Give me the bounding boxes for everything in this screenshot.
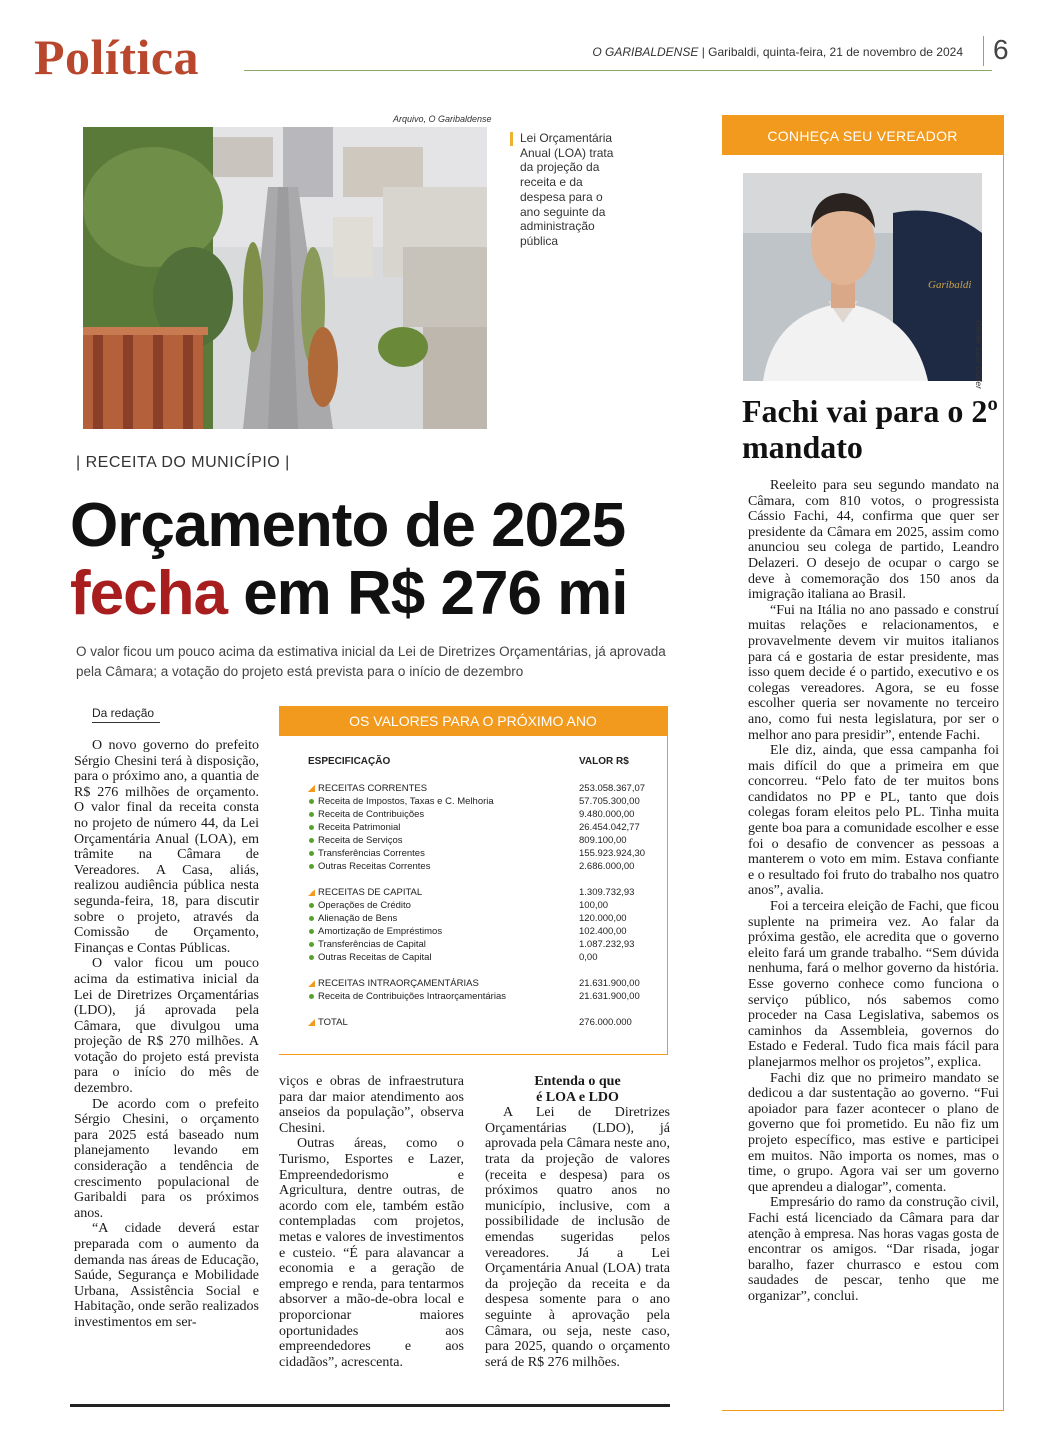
paragraph: Fachi diz que no primeiro mandato se dedicou a dar sustentação ao governo. “Fui apoiador para fazer acontecer o plano de governo que foi prometido. Eu não fiz um projeto específico, mas estive e participei em muitos. Não importa os nomes, mas o time, o grupo. Agora vai ser um governo que aprendeu a dialogar”, comenta.	[748, 1070, 999, 1195]
table-row	[308, 795, 658, 808]
caption-marker	[510, 132, 513, 146]
table-row	[308, 925, 658, 938]
row-label: RECEITAS INTRAORÇAMENTÁRIAS	[318, 978, 479, 989]
row-label: Receita de Contribuições	[318, 809, 425, 820]
article-column-3	[485, 1074, 670, 1370]
table-row	[308, 977, 658, 990]
article-column-1	[74, 738, 259, 1331]
row-value: 100,00	[579, 900, 609, 911]
row-value: 57.705.300,00	[579, 796, 640, 807]
table-column-spec: ESPECIFICAÇÃO	[308, 756, 391, 767]
paragraph: O novo governo do prefeito Sérgio Chesini terá à disposição, para o próximo ano, a quantia de R$ 276 milhões de orçamento. O valor final da receita consta no projeto de número 44, da Lei Orçamentária Anual (LOA), em trâmite na Câmara de Vereadores. A Casa, aliás, realizou audiência pública nesta segunda-feira, 18, para discutir sobre o projeto, através da Comissão de Orçamento, Finanças e Contas Públicas.	[74, 738, 259, 956]
byline: Da redação	[92, 706, 155, 720]
header-separator: |	[701, 45, 705, 59]
row-value: 809.100,00	[579, 835, 627, 846]
table-row	[308, 860, 658, 873]
city-street-photo	[83, 127, 487, 429]
row-value: 1.309.732,93	[579, 887, 635, 898]
chair-logo-text: Garibaldi	[928, 279, 972, 291]
sidebar-header: CONHEÇA SEU VEREADOR	[722, 115, 1003, 155]
triangle-marker-icon	[308, 785, 315, 792]
row-label: Transferências Correntes	[318, 848, 425, 859]
triangle-marker-icon	[308, 889, 315, 896]
row-label: RECEITAS DE CAPITAL	[318, 887, 423, 898]
headline-rest: em R$ 276 mi	[226, 559, 628, 628]
header-rule	[244, 70, 992, 71]
sidebar-title: Fachi vai para o 2º mandato	[742, 393, 998, 465]
bullet-dot-icon	[309, 838, 314, 843]
row-value: 2.686.000,00	[579, 861, 635, 872]
bullet-dot-icon	[309, 955, 314, 960]
page-number: 6	[993, 34, 1009, 65]
row-label: Receita de Impostos, Taxas e C. Melhoria	[318, 796, 494, 807]
row-value: 102.400,00	[579, 926, 627, 937]
row-value: 120.000,00	[579, 913, 627, 924]
row-label: Amortização de Empréstimos	[318, 926, 443, 937]
header-meta	[592, 45, 963, 59]
row-value: 1.087.232,93	[579, 939, 635, 950]
paragraph: Foi a terceira eleição de Fachi, que ficou suplente na primeira vez. Ao falar da próxima gestão, ele acredita que o governo eleito fará um grande trabalho. “Sem dúvida nenhuma, fará o melhor governo da história. Esse governo conhece como funciona o serviço público, nós sabemos como proceder na Casa Legislativa, sabemos os caminhos da Assembleia, governos do Estado e Federal. Tudo fica mais fácil para planejarmos melhor os projetos”, explica.	[748, 899, 999, 1070]
standfirst: O valor ficou um pouco acima da estimativa inicial da Lei de Diretrizes Orçamentárias, já aprovada pela Câmara; a votação do projeto está prevista para o início de dezembro	[76, 644, 666, 679]
table-row	[308, 821, 658, 834]
paragraph: “Fui na Itália no ano passado e construí muitas relações e relacionamentos, e provavelmente devem vir muitos italianos para cá e gostaria de estar presidente, mas isso quem decide é o partido, executivo e os colegas vereadores. Agora, se eu fosse escolher queria ser novamente no terceiro ano, como fui nesta legislatura, por ser o melhor ano para presidir”, entende Fachi.	[748, 602, 999, 743]
table-row	[308, 808, 658, 821]
table-row	[308, 899, 658, 912]
paragraph: viços e obras de infraestrutura para dar maior atendimento aos anseios da população”, observa Chesini.	[279, 1074, 464, 1136]
row-value: 253.058.367,07	[579, 783, 646, 794]
councilor-portrait	[743, 173, 982, 381]
headline-accent: fecha	[70, 559, 227, 628]
sidebar-text	[748, 478, 999, 1304]
bullet-dot-icon	[309, 825, 314, 830]
headline	[70, 492, 690, 628]
headline-line1: Orçamento de 2025	[70, 491, 626, 560]
row-value: 276.000.000	[579, 1017, 632, 1028]
triangle-marker-icon	[308, 1019, 315, 1026]
table-row	[308, 938, 658, 951]
table-title: OS VALORES PARA O PRÓXIMO ANO	[279, 706, 667, 736]
sidebar-box	[722, 115, 1004, 1411]
budget-table	[279, 706, 668, 1055]
row-label: Transferências de Capital	[318, 939, 426, 950]
row-value: 26.454.042,77	[579, 822, 640, 833]
paragraph: Reeleito para seu segundo mandato na Câmara, com 810 votos, o progressista Cássio Fachi, 44, confirma que quer ser presidente da Câmara em 2025, assim como anunciou seu colega de partido, Leandro Delazeri. O desejo de ocupar o cargo se deve à comemoração dos 150 anos da imigração italiana ao Brasil.	[748, 478, 999, 603]
paragraph: O valor ficou um pouco acima da estimativa inicial da Lei de Diretrizes Orçamentárias (LDO), já aprovada pela Câmara, que divulgou uma projeção de R$ 270 milhões. A votação do projeto está prevista para o início do mês de dezembro.	[74, 956, 259, 1097]
bottom-rule	[70, 1404, 670, 1407]
table-row	[308, 951, 658, 964]
bullet-dot-icon	[309, 929, 314, 934]
page-number-separator	[983, 36, 984, 66]
paragraph: “A cidade deverá estar preparada com o aumento da demanda nas áreas de Educação, Saúde, Segurança e Mobilidade Urbana, Assistência Social e Habitação, onde serão realizados investimentos em ser-	[74, 1221, 259, 1330]
publication-name: O GARIBALDENSE	[592, 45, 699, 59]
bullet-dot-icon	[309, 916, 314, 921]
row-label: Operações de Crédito	[318, 900, 411, 911]
row-label: Receita de Contribuições Intraorçamentárias	[318, 991, 506, 1002]
bullet-dot-icon	[309, 812, 314, 817]
subhead: Entenda o que é LOA e LDO	[534, 1074, 621, 1105]
bullet-dot-icon	[309, 799, 314, 804]
bullet-dot-icon	[309, 903, 314, 908]
row-label: Alienação de Bens	[318, 913, 398, 924]
dateline: Garibaldi, quinta-feira, 21 de novembro de 2024	[708, 45, 963, 59]
row-label: Receita Patrimonial	[318, 822, 401, 833]
row-label: RECEITAS CORRENTES	[318, 783, 428, 794]
bullet-dot-icon	[309, 864, 314, 869]
row-label: Receita de Serviços	[318, 835, 403, 846]
bullet-dot-icon	[309, 994, 314, 999]
table-row	[308, 847, 658, 860]
paragraph: A Lei de Diretrizes Orçamentárias (LDO), já aprovada pela Câmara neste ano, trata da projeção de valores (receita e despesa) para os próximos quatro anos no município, inclusive, com a possibilidade de inclusão de emendas sugeridas pelos vereadores. Já a Lei Orçamentária Anual (LOA) trata da projeção da receita e da despesa somente para o ano seguinte à aprovação pela Câmara, ou seja, neste caso, para 2025, quando o orçamento será de R$ 276 milhões.	[485, 1105, 670, 1370]
table-row	[308, 886, 658, 899]
row-value: 21.631.900,00	[579, 991, 640, 1002]
kicker: | RECEITA DO MUNICÍPIO |	[76, 454, 290, 471]
paragraph: Outras áreas, como o Turismo, Esportes e Lazer, Empreendedorismo e Agricultura, dentre outras, de acordo com ele, também estão contempladas com projetos, metas e valores de investimentos e custeio. “É para alavancar a economia e a geração de emprego e renda, para tentarmos absorver a mão-de-obra local e proporcionar maiores oportunidades aos empreendedores e aos cidadãos”, acrescenta.	[279, 1136, 464, 1370]
bullet-dot-icon	[309, 851, 314, 856]
section-title: Política	[34, 29, 200, 85]
triangle-marker-icon	[308, 980, 315, 987]
byline-rule	[92, 722, 160, 723]
table-row	[308, 912, 658, 925]
paragraph: Ele diz, ainda, que essa campanha foi mais difícil do que a primeira em que concorreu. “Pelo fato de ter muitos bons candidatos no PP e PL, tanto que dois colegas foram eleitos pelo PL. Tinha muita gente boa para a comunidade escolher e esse foi o desafio de convencer as pessoas a manterem o voto em mim. Estava confiante e o resultado foi fruto do trabalho nos quatro anos”, avalia.	[748, 743, 999, 899]
table-row	[308, 834, 658, 847]
portrait-credit: Gecler Luís Gutler	[974, 320, 984, 389]
row-label: Outras Receitas de Capital	[318, 952, 432, 963]
row-value: 155.923.924,30	[579, 848, 646, 859]
row-value: 0,00	[579, 952, 598, 963]
photo-caption: Lei Orçamentária Anual (LOA) trata da projeção da receita e da despesa para o ano seguinte da administração pública	[520, 131, 614, 248]
row-label: Outras Receitas Correntes	[318, 861, 431, 872]
photo-credit: Arquivo, O Garibaldense	[393, 114, 492, 124]
table-row	[308, 782, 658, 795]
row-value: 21.631.900,00	[579, 978, 640, 989]
paragraph: De acordo com o prefeito Sérgio Chesini, o orçamento para 2025 está baseado num planejamento levando em consideração a tendência de crescimento populacional de Garibaldi para os próximos anos.	[74, 1096, 259, 1221]
table-column-value: VALOR R$	[579, 756, 629, 767]
bullet-dot-icon	[309, 942, 314, 947]
table-row	[308, 1016, 658, 1029]
row-value: 9.480.000,00	[579, 809, 635, 820]
article-column-2	[279, 1074, 464, 1370]
row-label: TOTAL	[318, 1017, 348, 1028]
table-row	[308, 990, 658, 1003]
paragraph: Empresário do ramo da construção civil, Fachi está licenciado da Câmara para dar atenção à empresa. Nas horas vagas gosta de encontrar os amigos. “Dar risada, jogar baralho, fazer churrasco e estou com saudades de pescar, tenho que me organizar”, conclui.	[748, 1195, 999, 1304]
